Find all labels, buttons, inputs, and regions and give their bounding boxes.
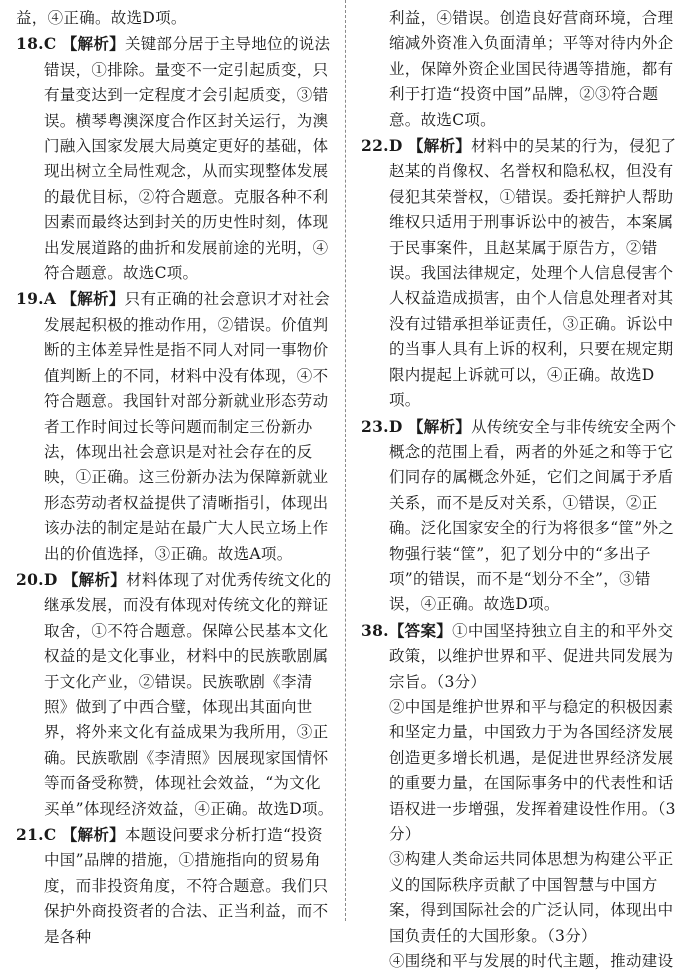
question-19-text: 只有正确的社会意识才对社会发展起积极的推动作用，②错误。价值判断的主体差异性是指不同人对同一事物价值判断上的不同，材料中没有体现，④不符合题意。我国针对部分新就业形态劳动者工作时间过长等问题而制定三份新办法，体现出社会意识是对社会存在的反映，①正确。这三份新办法为保障新就业形态劳动者权益提供了清晰指引，体现出该办法的制定是站在最广大人民立场上作出的价值选择，③正确。故选A项。 <box>44 290 331 563</box>
question-38-point-3: ③构建人类命运共同体思想为构建公平正义的国际秩序贡献了中国智慧与中国方案，得到国际社会的广泛认同，体现出中国负责任的大国形象。（3分） <box>389 850 674 945</box>
left-column <box>16 6 334 950</box>
question-38-point-4: ④围绕和平与发展的时代主题，推动建设 <box>389 952 674 971</box>
right-continuation: 利益，④错误。创造良好营商环境，合理缩减外资准入负面清单；平等对待内外企业，保障外资企业国民待遇等措施，都有利于打造“投资中国”品牌，②③符合题意。故选C项。 <box>389 9 674 129</box>
column-divider <box>345 0 346 921</box>
question-18: 18.C 【解析】关键部分居于主导地位的说法错误，①排除。量变不一定引起质变，只有量变达到一定程度才会引起质变，③错误。横琴粤澳深度合作区封关运行，为澳门融入国家发展大局奠定更好的基础，体现出树立全局性观念，从而实现整体发展的最优目标，②符合题意。克服各种不利因素而最终达到封关的历史性时刻，体现出发展道路的曲折和发展前途的光明，④符合题意。故选C项。 <box>16 34 331 283</box>
question-20: 20.D 【解析】材料体现了对优秀传统文化的继承发展，而没有体现对传统文化的辩证取舍，①不符合题意。保障公民基本文化权益的是文化事业，材料中的民族歌剧属于文化产业，②错误。民族歌剧《李清照》做到了中西合璧，体现出其面向世界，将外来文化有益成果为我所用，③正确。民族歌剧《李清照》因展现家国情怀等而备受称赞，体现社会效益，“为文化买单”体现经济效益，④正确。故选D项。 <box>16 569 334 818</box>
question-18-text: 关键部分居于主导地位的说法错误，①排除。量变不一定引起质变，只有量变达到一定程度才会引起质变，③错误。横琴粤澳深度合作区封关运行，为澳门融入国家发展大局奠定更好的基础，体现出树立全局性观念，从而实现整体发展的最优目标，②符合题意。克服各种不利因素而最终达到封关的历史性时刻，体现出发展道路的曲折和发展前途的光明，④符合题意。故选C项。 <box>44 35 331 283</box>
left-continuation: 益，④正确。故选D项。 <box>16 9 187 27</box>
question-22-text: 材料中的吴某的行为，侵犯了赵某的肖像权、名誉权和隐私权，但没有侵犯其荣誉权，①错误。委托辩护人帮助维权只适用于刑事诉讼中的被告，本案属于民事案件，且赵某属于原告方，②错误。我国法律规定，处理个人信息侵害个人权益造成损害，由个人信息处理者对其没有过错承担举证责任，③正确。诉讼中的当事人具有上诉的权利，只要在规定期限内提起上诉就可以，④正确。故选D项。 <box>389 137 677 410</box>
question-38-point-2: ②中国是维护世界和平与稳定的积极因素和坚定力量，中国致力于为各国经济发展创造更多增长机遇，是促进世界经济发展的重要力量，在国际事务中的代表性和话语权进一步增强，发挥着建设性作用。（3分） <box>389 697 676 843</box>
question-22: 22.D 【解析】材料中的吴某的行为，侵犯了赵某的肖像权、名誉权和隐私权，但没有侵犯其荣誉权，①错误。委托辩护人帮助维权只适用于刑事诉讼中的被告，本案属于民事案件，且赵某属于原告方，②错误。我国法律规定，处理个人信息侵害个人权益造成损害，由个人信息处理者对其没有过错承担举证责任，③正确。诉讼中的当事人具有上诉的权利，只要在规定期限内提起上诉就可以，④正确。故选D项。 <box>361 136 677 410</box>
question-21: 21.C 【解析】本题设问要求分析打造“投资中国”品牌的措施，①措施指向的贸易角度，而非投资角度，不符合题意。我们只保护外商投资者的合法、正当利益，而不是各种 <box>16 825 329 946</box>
question-21-text: 本题设问要求分析打造“投资中国”品牌的措施，①措施指向的贸易角度，而非投资角度，不符合题意。我们只保护外商投资者的合法、正当利益，而不是各种 <box>44 826 329 946</box>
question-23: 23.D 【解析】从传统安全与非传统安全两个概念的范围上看，两者的外延之和等于它们同存的属概念外延，它们之间属于矛盾关系，而不是反对关系，①错误，②正确。泛化国家安全的行为将很多“筐”外之物强行装“筐”，犯了划分中的“多出子项”的错误，而不是“划分不全”，③错误，④正确。故选D项。 <box>361 416 677 614</box>
question-23-text: 从传统安全与非传统安全两个概念的范围上看，两者的外延之和等于它们同存的属概念外延，它们之间属于矛盾关系，而不是反对关系，①错误，②正确。泛化国家安全的行为将很多“筐”外之物强行装“筐”，犯了划分中的“多出子项”的错误，而不是“划分不全”，③错误，④正确。故选D项。 <box>389 417 677 614</box>
right-column <box>361 6 679 974</box>
question-19: 19.A 【解析】只有正确的社会意识才对社会发展起积极的推动作用，②错误。价值判断的主体差异性是指不同人对同一事物价值判断上的不同，材料中没有体现，④不符合题意。我国针对部分新就业形态劳动者工作时间过长等问题而制定三份新办法，体现出社会意识是对社会存在的反映，①正确。这三份新办法为保障新就业形态劳动者权益提供了清晰指引，体现出该办法的制定是站在最广大人民立场上作出的价值选择，③正确。故选A项。 <box>16 289 331 563</box>
question-38: 38.【答案】①中国坚持独立自主的和平外交政策，以维护世界和平、促进共同发展为宗旨。（3分） <box>361 620 674 691</box>
question-38-point-1: ①中国坚持独立自主的和平外交政策，以维护世界和平、促进共同发展为宗旨。（3分） <box>389 621 674 691</box>
question-20-text: 材料体现了对优秀传统文化的继承发展，而没有体现对传统文化的辩证取舍，①不符合题意。保障公民基本文化权益的是文化事业，材料中的民族歌剧属于文化产业，②错误。民族歌剧《李清照》做到了中西合璧，体现出其面向世界，将外来文化有益成果为我所用，③正确。民族歌剧《李清照》因展现家国情怀等而备受称赞，体现社会效益，“为文化买单”体现经济效益，④正确。故选D项。 <box>44 570 334 818</box>
